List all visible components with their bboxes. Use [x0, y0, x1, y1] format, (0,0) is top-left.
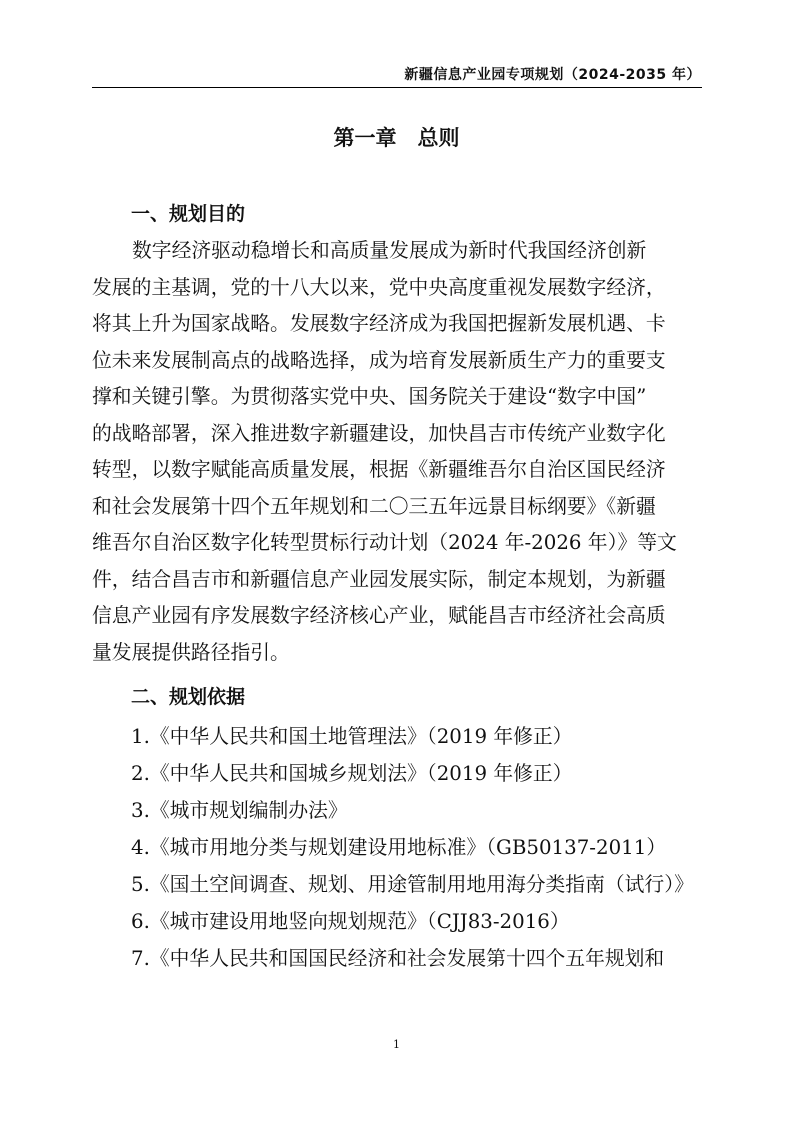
paragraph-line: 量发展提供路径指引。 [92, 640, 290, 664]
chapter-title: 第一章 总则 [333, 126, 460, 150]
list-item: 1.《中华人民共和国土地管理法》（2019 年修正） [131, 725, 573, 748]
paragraph-line: 转型，以数字赋能高质量发展，根据《新疆维吾尔自治区国民经济 [92, 458, 666, 481]
list-item: 5.《国土空间调查、规划、用途管制用地用海分类指南（试行）》 [131, 873, 694, 896]
list-item: 7.《中华人民共和国国民经济和社会发展第十四个五年规划和 [131, 947, 665, 970]
paragraph-line: 位未来发展制高点的战略选择，成为培育发展新质生产力的重要支 [92, 348, 666, 372]
header-divider [92, 87, 702, 88]
paragraph-line: 将其上升为国家战略。发展数字经济成为我国把握新发展机遇、卡 [92, 312, 666, 335]
list-item: 3.《城市规划编制办法》 [131, 799, 348, 822]
list-item: 6.《城市建设用地竖向规划规范》（CJJ83-2016） [131, 910, 570, 933]
basis-list [131, 718, 706, 977]
section-heading-basis: 二、规划依据 [131, 686, 246, 708]
section-heading-purpose: 一、规划目的 [131, 203, 246, 225]
list-item: 4.《城市用地分类与规划建设用地标准》（GB50137-2011） [131, 836, 667, 859]
paragraph-line: 和社会发展第十四个五年规划和二〇三五年远景目标纲要》《新疆 [92, 494, 656, 518]
paragraph-line: 信息产业园有序发展数字经济核心产业，赋能昌吉市经济社会高质 [92, 604, 666, 627]
paragraph-line: 维吾尔自治区数字化转型贯标行动计划（2024 年-2026 年）》等文 [92, 531, 677, 554]
paragraph-line: 撑和关键引擎。为贯彻落实党中央、国务院关于建设“数字中国” [92, 385, 647, 408]
page-number: 1 [393, 1038, 400, 1051]
running-header: 新疆信息产业园专项规划（2024-2035 年） [404, 67, 701, 83]
paragraph-line: 发展的主基调，党的十八大以来，党中央高度重视发展数字经济， [92, 275, 666, 299]
paragraph-line: 件，结合昌吉市和新疆信息产业园发展实际，制定本规划，为新疆 [92, 567, 666, 591]
paragraph-line: 数字经济驱动稳增长和高质量发展成为新时代我国经济创新 [132, 239, 647, 262]
section-paragraph-purpose [92, 233, 704, 671]
list-item: 2.《中华人民共和国城乡规划法》（2019 年修正） [131, 762, 573, 785]
paragraph-line: 的战略部署，深入推进数字新疆建设，加快昌吉市传统产业数字化 [92, 421, 666, 445]
